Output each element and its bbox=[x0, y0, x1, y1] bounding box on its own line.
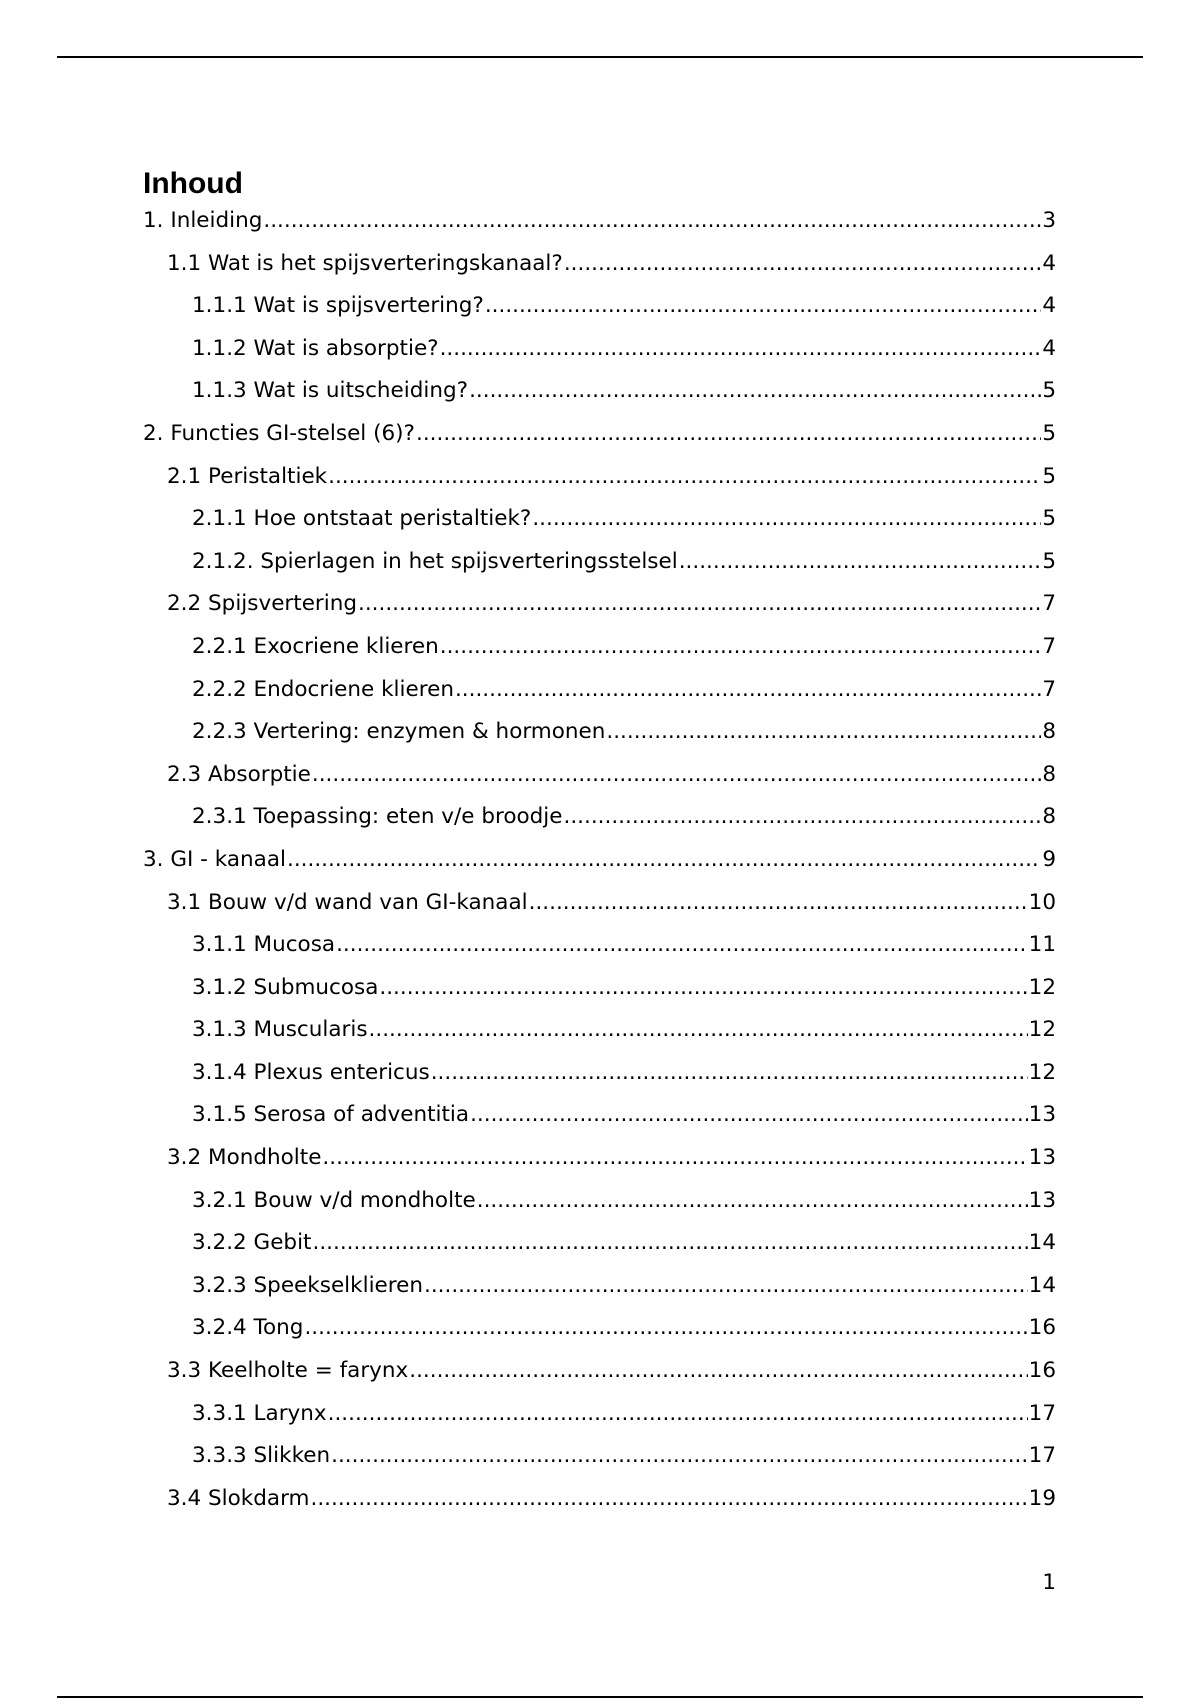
toc-entry-page: 13 bbox=[1028, 1102, 1056, 1128]
toc-entry[interactable] bbox=[143, 549, 1056, 592]
toc-entry[interactable] bbox=[143, 1017, 1056, 1060]
toc-entry[interactable] bbox=[143, 634, 1056, 677]
toc-entry-label: 2.2.2 Endocriene klieren bbox=[192, 676, 454, 702]
toc-entry-label: 3.3.3 Slikken bbox=[192, 1443, 331, 1469]
toc-dot-leader bbox=[532, 506, 1041, 531]
toc-entry-label: 3.2.1 Bouw v/d mondholte bbox=[192, 1187, 476, 1213]
toc-entry-label: 3.2.4 Tong bbox=[192, 1315, 304, 1341]
toc-entry-label: 2.1.2. Spierlagen in het spijsverteringsstelsel bbox=[192, 548, 678, 574]
toc-entry-label: 3.1 Bouw v/d wand van GI-kanaal bbox=[167, 889, 528, 915]
toc-entry[interactable] bbox=[143, 251, 1056, 294]
toc-dot-leader bbox=[336, 932, 1028, 957]
toc-entry-page: 8 bbox=[1042, 719, 1056, 745]
toc-entry-page: 9 bbox=[1042, 846, 1056, 872]
toc-entry[interactable] bbox=[143, 1358, 1056, 1401]
toc-entry[interactable] bbox=[143, 1188, 1056, 1231]
toc-entry-label: 3.1.1 Mucosa bbox=[192, 932, 336, 958]
toc-entry-page: 16 bbox=[1028, 1358, 1056, 1384]
toc-dot-leader bbox=[312, 762, 1041, 787]
toc-entry[interactable] bbox=[143, 847, 1056, 890]
toc-entry[interactable] bbox=[143, 1273, 1056, 1316]
toc-entry[interactable] bbox=[143, 975, 1056, 1018]
toc-entry-page: 10 bbox=[1028, 889, 1056, 915]
toc-entry[interactable] bbox=[143, 1401, 1056, 1444]
toc-dot-leader bbox=[304, 1315, 1027, 1340]
toc-entry-label: 3.3.1 Larynx bbox=[192, 1400, 327, 1426]
toc-dot-leader bbox=[606, 719, 1041, 744]
page-number: 1 bbox=[1042, 1570, 1056, 1595]
toc-entry-page: 14 bbox=[1028, 1272, 1056, 1298]
toc-entry[interactable] bbox=[143, 932, 1056, 975]
toc-dot-leader bbox=[424, 1273, 1028, 1298]
toc-entry-label: 3. GI - kanaal bbox=[143, 846, 286, 872]
toc-entry-page: 12 bbox=[1028, 1059, 1056, 1085]
toc-entry-label: 2.1.1 Hoe ontstaat peristaltiek? bbox=[192, 506, 532, 532]
toc-entry-page: 5 bbox=[1042, 506, 1056, 532]
toc-entry-page: 17 bbox=[1028, 1400, 1056, 1426]
toc-entry-label: 3.3 Keelholte = farynx bbox=[167, 1358, 409, 1384]
toc-entry-label: 3.1.3 Muscularis bbox=[192, 1017, 368, 1043]
toc-entry-label: 2.3.1 Toepassing: eten v/e broodje bbox=[192, 804, 563, 830]
toc-entry-label: 3.1.2 Submucosa bbox=[192, 974, 379, 1000]
toc-dot-leader bbox=[328, 1401, 1028, 1426]
toc-entry[interactable] bbox=[143, 464, 1056, 507]
toc-entry-label: 3.1.4 Plexus entericus bbox=[192, 1059, 430, 1085]
toc-dot-leader bbox=[358, 591, 1041, 616]
footer-rule bbox=[57, 1696, 1143, 1698]
toc-entry[interactable] bbox=[143, 336, 1056, 379]
toc-entry-label: 3.2.3 Speekselklieren bbox=[192, 1272, 423, 1298]
toc-entry[interactable] bbox=[143, 1102, 1056, 1145]
toc-entry-page: 14 bbox=[1028, 1230, 1056, 1256]
toc-dot-leader bbox=[564, 804, 1042, 829]
toc-entry-page: 7 bbox=[1042, 633, 1056, 659]
toc-entry-page: 8 bbox=[1042, 804, 1056, 830]
toc-entry-page: 3 bbox=[1042, 208, 1056, 233]
toc-entry[interactable] bbox=[143, 1145, 1056, 1188]
toc-entry-page: 11 bbox=[1028, 932, 1056, 958]
toc-entry-page: 4 bbox=[1042, 293, 1056, 319]
toc-entry-page: 5 bbox=[1042, 548, 1056, 574]
toc-entry-label: 1. Inleiding bbox=[143, 208, 263, 233]
toc-dot-leader bbox=[328, 464, 1041, 489]
toc-entry-page: 13 bbox=[1028, 1187, 1056, 1213]
toc-entry-label: 2.3 Absorptie bbox=[167, 761, 311, 787]
toc-list bbox=[143, 208, 1056, 1528]
toc-dot-leader bbox=[679, 549, 1042, 574]
toc-entry[interactable] bbox=[143, 804, 1056, 847]
toc-dot-leader bbox=[287, 847, 1041, 872]
toc-dot-leader bbox=[263, 208, 1041, 233]
toc-entry-page: 7 bbox=[1042, 591, 1056, 617]
toc-entry-page: 5 bbox=[1042, 463, 1056, 489]
toc-entry-label: 2.1 Peristaltiek bbox=[167, 463, 328, 489]
toc-entry-page: 12 bbox=[1028, 1017, 1056, 1043]
toc-entry[interactable] bbox=[143, 719, 1056, 762]
toc-entry[interactable] bbox=[143, 208, 1056, 251]
toc-entry-page: 13 bbox=[1028, 1145, 1056, 1171]
toc-entry[interactable] bbox=[143, 1230, 1056, 1273]
toc-entry[interactable] bbox=[143, 506, 1056, 549]
toc-dot-leader bbox=[369, 1017, 1028, 1042]
toc-entry[interactable] bbox=[143, 1443, 1056, 1486]
toc-entry-page: 4 bbox=[1042, 250, 1056, 276]
toc-dot-leader bbox=[440, 634, 1042, 659]
header-rule bbox=[57, 56, 1143, 58]
toc-entry-label: 2.2 Spijsvertering bbox=[167, 591, 358, 617]
toc-entry[interactable] bbox=[143, 591, 1056, 634]
toc-entry-label: 3.1.5 Serosa of adventitia bbox=[192, 1102, 470, 1128]
toc-entry-page: 4 bbox=[1042, 335, 1056, 361]
toc-entry-label: 1.1.3 Wat is uitscheiding? bbox=[192, 378, 469, 404]
toc-entry[interactable] bbox=[143, 1315, 1056, 1358]
toc-entry[interactable] bbox=[143, 378, 1056, 421]
toc-entry[interactable] bbox=[143, 890, 1056, 933]
toc-dot-leader bbox=[310, 1486, 1027, 1511]
toc-entry[interactable] bbox=[143, 421, 1056, 464]
toc-dot-leader bbox=[485, 293, 1041, 318]
toc-entry-page: 5 bbox=[1042, 378, 1056, 404]
toc-entry[interactable] bbox=[143, 762, 1056, 805]
toc-entry-page: 16 bbox=[1028, 1315, 1056, 1341]
toc-dot-leader bbox=[440, 336, 1042, 361]
toc-entry[interactable] bbox=[143, 1486, 1056, 1529]
toc-dot-leader bbox=[312, 1230, 1027, 1255]
toc-entry-label: 2. Functies GI-stelsel (6)? bbox=[143, 420, 415, 446]
toc-entry-label: 2.2.1 Exocriene klieren bbox=[192, 633, 439, 659]
toc-entry[interactable] bbox=[143, 1060, 1056, 1103]
toc-entry-label: 1.1 Wat is het spijsverteringskanaal? bbox=[167, 250, 563, 276]
toc-entry-label: 1.1.1 Wat is spijsvertering? bbox=[192, 293, 484, 319]
toc-dot-leader bbox=[322, 1145, 1027, 1170]
toc-dot-leader bbox=[416, 421, 1041, 446]
toc-dot-leader bbox=[470, 1102, 1028, 1127]
toc-entry-label: 3.2.2 Gebit bbox=[192, 1230, 312, 1256]
toc-entry-page: 5 bbox=[1042, 420, 1056, 446]
toc-entry-label: 2.2.3 Vertering: enzymen & hormonen bbox=[192, 719, 606, 745]
toc-dot-leader bbox=[529, 890, 1028, 915]
toc-entry-page: 19 bbox=[1028, 1485, 1056, 1511]
toc-section bbox=[143, 160, 1056, 1528]
toc-dot-leader bbox=[455, 677, 1041, 702]
toc-dot-leader bbox=[431, 1060, 1028, 1085]
toc-entry-page: 8 bbox=[1042, 761, 1056, 787]
toc-dot-leader bbox=[469, 378, 1041, 403]
toc-entry-label: 3.2 Mondholte bbox=[167, 1145, 322, 1171]
toc-entry-label: 3.4 Slokdarm bbox=[167, 1485, 310, 1511]
toc-entry-page: 7 bbox=[1042, 676, 1056, 702]
toc-title: Inhoud bbox=[143, 167, 243, 200]
toc-dot-leader bbox=[564, 251, 1041, 276]
toc-entry-label: 1.1.2 Wat is absorptie? bbox=[192, 335, 439, 361]
toc-entry-page: 12 bbox=[1028, 974, 1056, 1000]
toc-dot-leader bbox=[409, 1358, 1027, 1383]
toc-entry[interactable] bbox=[143, 677, 1056, 720]
toc-dot-leader bbox=[379, 975, 1027, 1000]
toc-entry-page: 17 bbox=[1028, 1443, 1056, 1469]
toc-dot-leader bbox=[331, 1443, 1028, 1468]
toc-entry[interactable] bbox=[143, 293, 1056, 336]
toc-dot-leader bbox=[477, 1188, 1028, 1213]
